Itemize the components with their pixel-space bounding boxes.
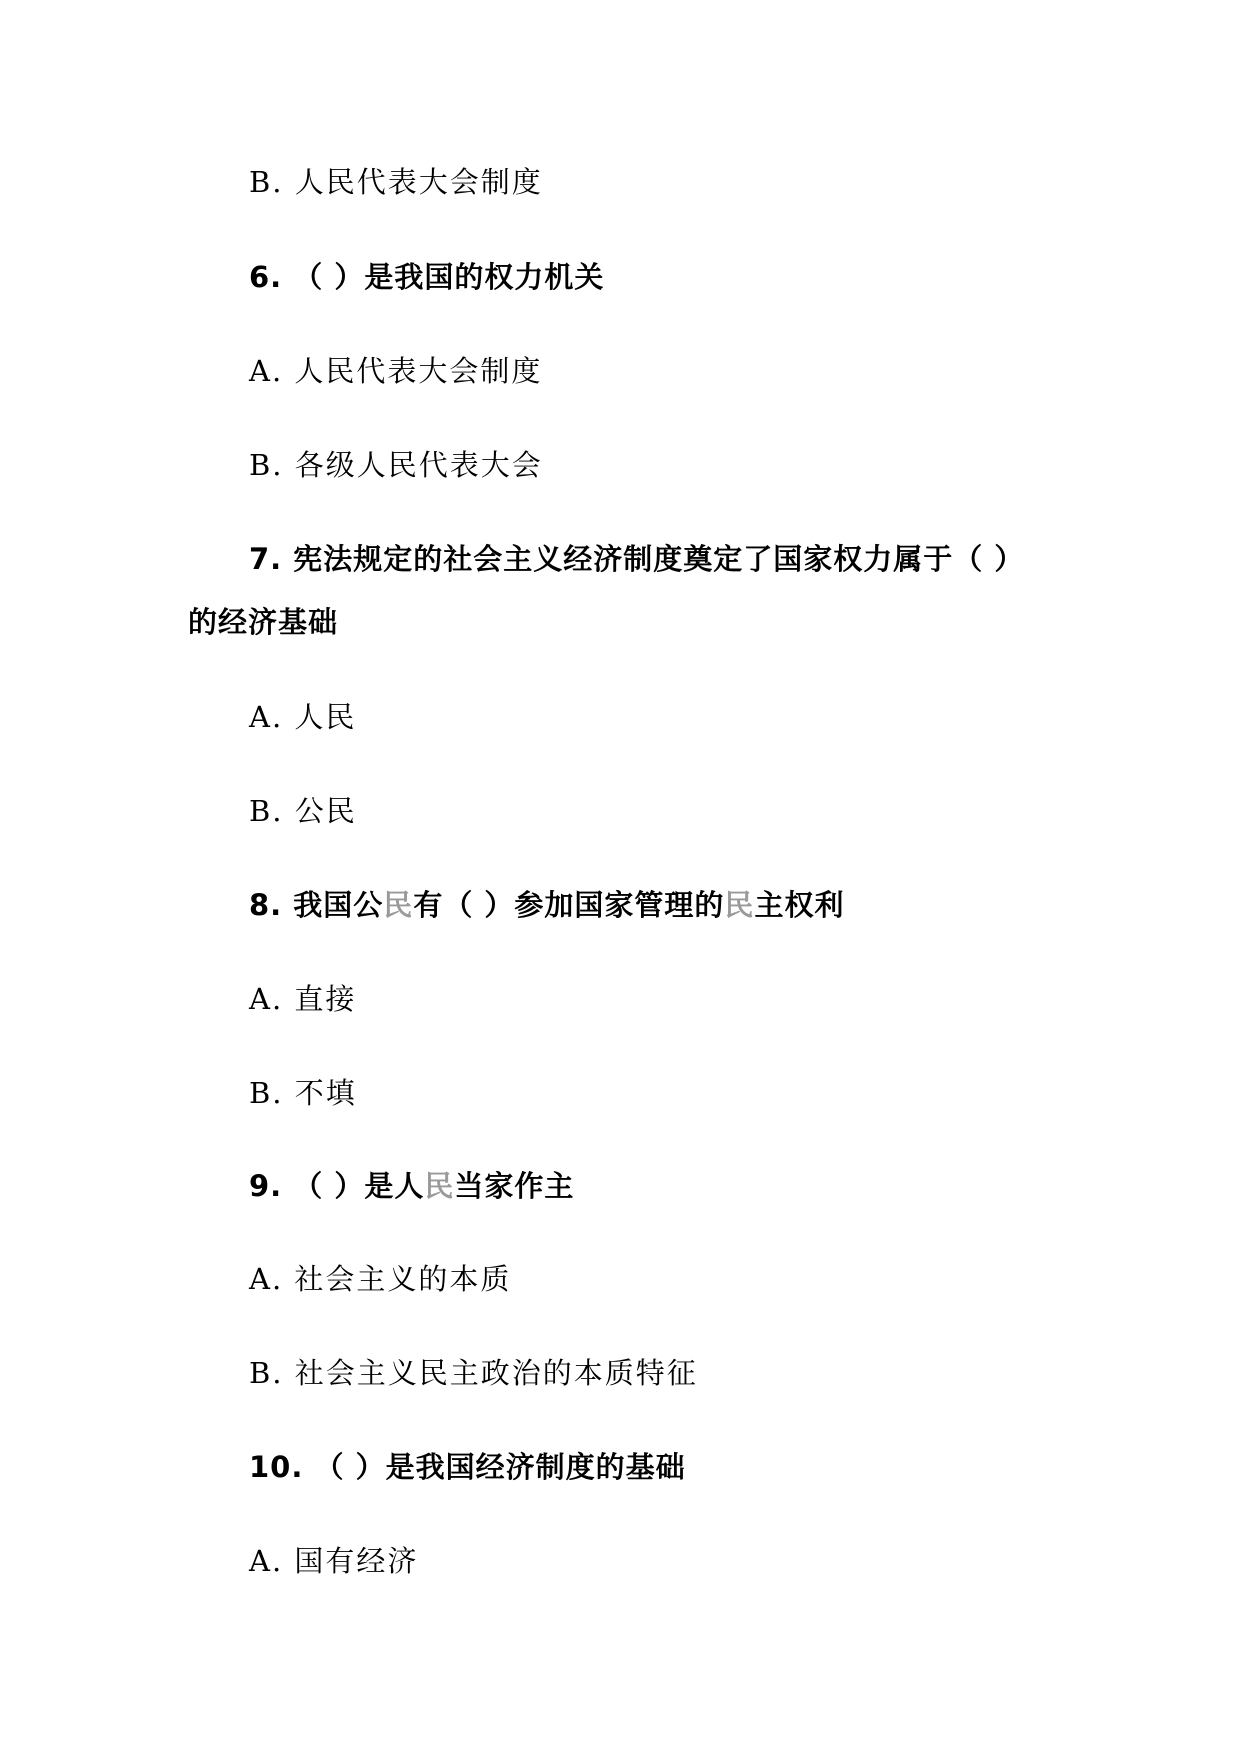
q5-option-b: B. 人民代表大会制度 [249, 165, 543, 199]
q9-question [249, 1169, 575, 1203]
q9-text-part: 当家作主 [454, 1169, 575, 1203]
q8-option-b: B. 不填 [249, 1076, 357, 1110]
q7-option-a: A. 人民 [249, 700, 357, 734]
q10-option-a: A. 国有经济 [249, 1544, 419, 1578]
q8-text-part: 有（ ）参加国家管理的 [413, 888, 725, 922]
q9-text-part: 9. （ ）是人 [249, 1169, 425, 1203]
q7-question-continued: 的经济基础 [188, 605, 339, 639]
q6-question: 6. （ ）是我国的权力机关 [249, 260, 605, 294]
q7-question: 7. 宪法规定的社会主义经济制度奠定了国家权力属于（ ） [249, 542, 1025, 576]
q9-option-b: B. 社会主义民主政治的本质特征 [249, 1356, 698, 1390]
q6-option-a: A. 人民代表大会制度 [249, 354, 543, 388]
q8-text-part: 8. 我国公 [249, 888, 384, 922]
q9-option-a: A. 社会主义的本质 [249, 1262, 512, 1296]
q9-faded-char: 民 [424, 1169, 455, 1203]
q7-option-b: B. 公民 [249, 794, 357, 828]
q6-option-b: B. 各级人民代表大会 [249, 448, 543, 482]
q8-option-a: A. 直接 [249, 982, 357, 1016]
q8-text-part: 主权利 [754, 888, 845, 922]
q8-faded-char: 民 [383, 888, 414, 922]
q8-question [249, 888, 845, 922]
q10-question: 10. （ ）是我国经济制度的基础 [249, 1450, 686, 1484]
q8-faded-char: 民 [724, 888, 755, 922]
